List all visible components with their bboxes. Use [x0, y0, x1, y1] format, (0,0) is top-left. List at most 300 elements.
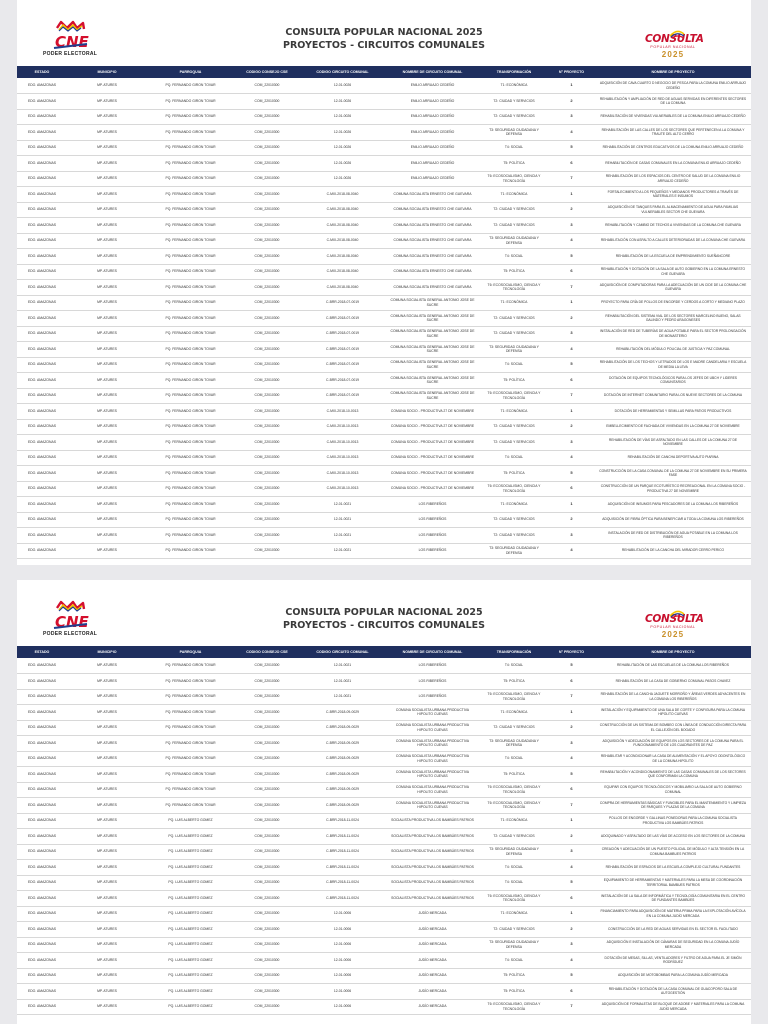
- table-cell: PQ. LUIS ALBERTO GOMEZ: [147, 968, 234, 984]
- table-cell: T6: ECOSOCIALISMO, CIENCIA Y TECNOLOGÍA: [480, 689, 548, 705]
- logo-subtitle: POPULAR NACIONAL: [650, 625, 696, 629]
- table-cell: COM_22010300: [234, 953, 300, 969]
- table-cell: EQUIPAMIENTO DE HERRAMIENTAS Y MATERIALES PARA LA MESA DE COORDINACIÓN TERRITORIAL BAMBUES PATRIOS: [595, 875, 751, 891]
- table-cell: 12-01-0021: [300, 689, 385, 705]
- table-cell: ADQUISICIÓN DE FIBRA ÓPTICA PARA BENEFICIAR A TODA LA COMUNA LOS RIBEREÑOS: [595, 512, 751, 528]
- table-cell: EDO. AMAZONAS: [17, 373, 67, 389]
- table-cell: REHABILITACIÓN DE CENTROS EDUCATIVOS DE LA COMUNA ENILIO ARRUAJO CEDEÑO: [595, 140, 751, 156]
- table-cell: EDO. AMAZONAS: [17, 512, 67, 528]
- table-row: [17, 109, 751, 125]
- table-cell: T3: SEGURIDAD CIUDADANA Y DEFENSA: [480, 125, 548, 141]
- table-cell: COM_22010300: [234, 171, 300, 187]
- table-cell: T2: CIUDAD Y SERVICIOS: [480, 720, 548, 736]
- table-cell: REHABILITACIÓN DE LAS CALLES DE LOS SECTORES QUE PERTENECEN A LA COMUNA Y TRAUTE DEL ALTO CERRO: [595, 125, 751, 141]
- table-cell: COMUNA SOCIALISTA ERNESTO CHE GUEVARA: [385, 233, 480, 249]
- table-cell: COM_22010300: [234, 404, 300, 420]
- table-cell: 4: [548, 543, 595, 559]
- table-cell: MP. ATURES: [67, 187, 147, 203]
- table-cell: COM_22010300: [234, 466, 300, 482]
- table-cell: T3: SEGURIDAD CIUDADANA Y DEFENSA: [480, 736, 548, 752]
- table-cell: COM_22010300: [234, 373, 300, 389]
- table-cell: T2: CIUDAD Y SERVICIOS: [480, 922, 548, 938]
- table-row: [17, 311, 751, 327]
- column-header: PARROQUIA: [147, 66, 234, 78]
- table-cell: 7: [548, 798, 595, 814]
- table-cell: C-MIX-2018-10-0013: [300, 466, 385, 482]
- table-cell: CONSTRUCCIÓN DE UN PARQUE ECOTURÍSTICO RECREACIONAL EN LA COMUNA SOCIO - PRODUCTIVA 27 DE NOVIEMBRE: [595, 481, 751, 497]
- column-header: NOMBRE DE CIRCUITO COMUNAL: [385, 646, 480, 658]
- table-cell: T6: ECOSOCIALISMO, CIENCIA Y TECNOLOGÍA: [480, 388, 548, 404]
- table-cell: EDO. AMAZONAS: [17, 922, 67, 938]
- table-cell: T2: CIUDAD Y SERVICIOS: [480, 829, 548, 845]
- table-cell: COM_22010300: [234, 140, 300, 156]
- table-cell: T3: SEGURIDAD CIUDADANA Y DEFENSA: [480, 342, 548, 358]
- table-cell: T6: ECOSOCIALISMO, CIENCIA Y TECNOLOGÍA: [480, 798, 548, 814]
- table-cell: MP. ATURES: [67, 311, 147, 327]
- logo-year: 2025: [661, 50, 685, 59]
- table-cell: POLLOS DE ENGORDE Y GALLINAS PONEDORAS PARA LA COMUNA SOCIALISTA PRODUCTIVA LOS BAMBÚES PATRIOS: [595, 813, 751, 829]
- logo-subtitle: PODER ELECTORAL: [43, 51, 98, 57]
- table-cell: EDO. AMAZONAS: [17, 984, 67, 1000]
- table-cell: MP. ATURES: [67, 720, 147, 736]
- table-cell: T1: ECONÓMICA: [480, 78, 548, 94]
- table-cell: PQ. LUIS ALBERTO GOMEZ: [147, 860, 234, 876]
- table-cell: 3: [548, 109, 595, 125]
- page-header: [17, 580, 751, 644]
- table-cell: PQ. FERNANDO GIRON TOVAR: [147, 140, 234, 156]
- table-cell: 12-01-0026: [300, 94, 385, 110]
- table-cell: 3: [548, 435, 595, 451]
- table-row: [17, 171, 751, 187]
- table-cell: COMUNA SOCIALISTA ERNESTO CHE GUEVARA: [385, 218, 480, 234]
- table-cell: EDO. AMAZONAS: [17, 829, 67, 845]
- table-row: [17, 689, 751, 705]
- table-cell: COM_22010300: [234, 999, 300, 1015]
- table-cell: MP. ATURES: [67, 249, 147, 265]
- table-cell: MP. ATURES: [67, 233, 147, 249]
- column-header: ESTADO: [17, 646, 67, 658]
- table-cell: 1: [548, 705, 595, 721]
- table-cell: MP. ATURES: [67, 674, 147, 690]
- table-cell: EDO. AMAZONAS: [17, 497, 67, 513]
- table-cell: T4: SOCIAL: [480, 953, 548, 969]
- column-header: PARROQUIA: [147, 646, 234, 658]
- table-row: [17, 736, 751, 752]
- table-cell: PQ. LUIS ALBERTO GOMEZ: [147, 906, 234, 922]
- table-cell: JUDÍO MERCADA: [385, 937, 480, 953]
- column-header: NOMBRE DE CIRCUITO COMUNAL: [385, 66, 480, 78]
- table-cell: EDO. AMAZONAS: [17, 233, 67, 249]
- table-cell: COMUNA SOCIO - PRODUCTIVA 27 DE NOVIEMBRE: [385, 481, 480, 497]
- table-cell: COMUNA SOCIALISTA GENERAL ANTONIO JOSE DE SUCRE: [385, 388, 480, 404]
- table-cell: COMUNA SOCIALISTA GENERAL ANTONIO JOSE DE SUCRE: [385, 342, 480, 358]
- table-cell: 2: [548, 311, 595, 327]
- column-header: CODIGO CIRCUITO COMUNAL: [300, 646, 385, 658]
- page-title: [17, 606, 751, 632]
- table-cell: PQ. FERNANDO GIRON TOVAR: [147, 543, 234, 559]
- table-cell: C-BRR-2018-09-0029: [300, 736, 385, 752]
- table-cell: JUDÍO MERCADA: [385, 953, 480, 969]
- table-cell: PQ. FERNANDO GIRON TOVAR: [147, 512, 234, 528]
- table-row: [17, 528, 751, 544]
- table-cell: C-BRR-2018-09-0029: [300, 782, 385, 798]
- table-cell: MP. ATURES: [67, 109, 147, 125]
- table-cell: PQ. FERNANDO GIRON TOVAR: [147, 171, 234, 187]
- table-cell: COM_22010300: [234, 388, 300, 404]
- table-cell: T5: POLÍTICA: [480, 156, 548, 172]
- table-cell: PROYECTO PARA CRÍA DE POLLOS DE ENGORDE Y CERDOS A CORTO Y MEDIANO PLAZO: [595, 295, 751, 311]
- table-cell: COM_22010300: [234, 767, 300, 783]
- table-cell: COMUNA SOCIALISTA URBANA PRODUCTIVA HIPOLITO CUEVAS: [385, 767, 480, 783]
- table-cell: EDO. AMAZONAS: [17, 202, 67, 218]
- table-cell: COM_22010300: [234, 109, 300, 125]
- table-cell: MP. ATURES: [67, 813, 147, 829]
- table-cell: JUDÍO MERCADA: [385, 906, 480, 922]
- table-cell: 6: [548, 264, 595, 280]
- table-cell: COMUNA SOCIALISTA ERNESTO CHE GUEVARA: [385, 249, 480, 265]
- table-cell: MP. ATURES: [67, 798, 147, 814]
- table-row: [17, 984, 751, 1000]
- table-cell: PQ. FERNANDO GIRON TOVAR: [147, 156, 234, 172]
- table-row: [17, 674, 751, 690]
- table-cell: COM_22010300: [234, 658, 300, 674]
- table-cell: T2: CIUDAD Y SERVICIOS: [480, 435, 548, 451]
- table-cell: C-BRR-2018-11-0024: [300, 860, 385, 876]
- table-cell: T5: POLÍTICA: [480, 767, 548, 783]
- table-cell: 2: [548, 94, 595, 110]
- table-cell: PQ. FERNANDO GIRON TOVAR: [147, 280, 234, 296]
- table-cell: 3: [548, 218, 595, 234]
- table-cell: PQ. FERNANDO GIRON TOVAR: [147, 404, 234, 420]
- table-cell: EDO. AMAZONAS: [17, 140, 67, 156]
- table-cell: COM_22010300: [234, 311, 300, 327]
- table-row: [17, 767, 751, 783]
- table-cell: EDO. AMAZONAS: [17, 388, 67, 404]
- table-cell: T6: ECOSOCIALISMO, CIENCIA Y TECNOLOGÍA: [480, 782, 548, 798]
- table-cell: T4: SOCIAL: [480, 751, 548, 767]
- title-line-2: PROYECTOS - CIRCUITOS COMUNALES: [283, 40, 485, 51]
- table-cell: ADOQUINADO Y ASFALTADO DE LAS VÍAS DE ACCESO EN LOS SECTORES DE LA COMUNA: [595, 829, 751, 845]
- table-cell: 4: [548, 860, 595, 876]
- table-cell: 1: [548, 813, 595, 829]
- table-row: [17, 705, 751, 721]
- table-cell: LOS RIBEREÑOS: [385, 528, 480, 544]
- table-cell: 5: [548, 767, 595, 783]
- table-row: [17, 782, 751, 798]
- table-cell: T4: SOCIAL: [480, 249, 548, 265]
- table-cell: 6: [548, 674, 595, 690]
- table-cell: PQ. FERNANDO GIRON TOVAR: [147, 674, 234, 690]
- table-cell: MP. ATURES: [67, 875, 147, 891]
- table-cell: COM_22010300: [234, 233, 300, 249]
- table-cell: 3: [548, 326, 595, 342]
- table-cell: T5: POLÍTICA: [480, 674, 548, 690]
- table-cell: C-MIX-2018-08-0040: [300, 280, 385, 296]
- table-cell: MP. ATURES: [67, 466, 147, 482]
- table-cell: COMUNA SOCIO - PRODUCTIVA 27 DE NOVIEMBRE: [385, 466, 480, 482]
- column-header: ESTADO: [17, 66, 67, 78]
- table-cell: REHABILITACIÓN DE LAS ESCUELAS DE LA COMUNA LOS RIBEREÑOS: [595, 658, 751, 674]
- table-cell: 2: [548, 512, 595, 528]
- table-cell: EDO. AMAZONAS: [17, 798, 67, 814]
- table-cell: MP. ATURES: [67, 736, 147, 752]
- table-cell: COMUNA SOCIALISTA ERNESTO CHE GUEVARA: [385, 202, 480, 218]
- table-cell: COM_22010300: [234, 782, 300, 798]
- table-cell: COM_22010300: [234, 264, 300, 280]
- table-cell: EDO. AMAZONAS: [17, 813, 67, 829]
- table-cell: JUDÍO MERCADA: [385, 968, 480, 984]
- table-cell: 12-01-0021: [300, 512, 385, 528]
- table-cell: COM_22010300: [234, 875, 300, 891]
- table-cell: PQ. FERNANDO GIRON TOVAR: [147, 658, 234, 674]
- table-cell: EDO. AMAZONAS: [17, 280, 67, 296]
- table-row: [17, 125, 751, 141]
- table-row: [17, 280, 751, 296]
- table-row: [17, 875, 751, 891]
- table-cell: MP. ATURES: [67, 512, 147, 528]
- table-cell: 12-01-0021: [300, 543, 385, 559]
- table-cell: COMUNA SOCIALISTA URBANA PRODUCTIVA HIPOLITO CUEVAS: [385, 705, 480, 721]
- table-cell: COMUNA SOCIALISTA GENERAL ANTONIO JOSE DE SUCRE: [385, 357, 480, 373]
- table-cell: COMUNA SOCIALISTA GENERAL ANTONIO JOSE DE SUCRE: [385, 373, 480, 389]
- flag-stars-icon: [669, 28, 685, 38]
- table-cell: ADQUISICIÓN DE CAVA CUARTO D NEGOCIO DE PESCA PARA LA COMUNA ENILIO ARRUAJO CEDEÑO: [595, 78, 751, 94]
- table-cell: MP. ATURES: [67, 528, 147, 544]
- table-cell: EQUIPAR CON EQUIPOS TECNOLÓGICOS Y MOBILIARIO LA SALA DE AUTO GOBIERNO COMUNAL: [595, 782, 751, 798]
- table-cell: MP. ATURES: [67, 280, 147, 296]
- table-cell: INSTALACIÓN DE RED DE TUBERÍAS DE AGUA POTABLE PARA EL SECTOR PROLONGACIÓN DE MONASTERIO: [595, 326, 751, 342]
- table-cell: PQ. LUIS ALBERTO GOMEZ: [147, 875, 234, 891]
- table-cell: COM_22010300: [234, 674, 300, 690]
- table-cell: 12-01-0006: [300, 953, 385, 969]
- table-row: [17, 187, 751, 203]
- table-cell: C-BRR-2018-07-0019: [300, 295, 385, 311]
- table-row: [17, 342, 751, 358]
- table-cell: PQ. LUIS ALBERTO GOMEZ: [147, 844, 234, 860]
- table-cell: C-MIX-2018-10-0013: [300, 481, 385, 497]
- table-cell: COMUNA SOCIO - PRODUCTIVA 27 DE NOVIEMBRE: [385, 450, 480, 466]
- table-cell: C-BRR-2018-07-0019: [300, 373, 385, 389]
- table-cell: MP. ATURES: [67, 140, 147, 156]
- table-cell: COM_22010300: [234, 295, 300, 311]
- table-cell: 6: [548, 782, 595, 798]
- table-cell: 7: [548, 280, 595, 296]
- table-cell: MP. ATURES: [67, 829, 147, 845]
- table-cell: T4: SOCIAL: [480, 450, 548, 466]
- table-cell: 12-01-0026: [300, 171, 385, 187]
- table-cell: MP. ATURES: [67, 326, 147, 342]
- table-cell: EDO. AMAZONAS: [17, 94, 67, 110]
- table-cell: T4: SOCIAL: [480, 860, 548, 876]
- table-cell: PQ. FERNANDO GIRON TOVAR: [147, 767, 234, 783]
- table-cell: EDO. AMAZONAS: [17, 357, 67, 373]
- table-cell: T1: ECONÓMICA: [480, 906, 548, 922]
- table-cell: PQ. FERNANDO GIRON TOVAR: [147, 125, 234, 141]
- table-cell: REHABILITACIÓN DEL MÓDULO POLICIAL DE JUSTICIA Y PAZ COMUNAL: [595, 342, 751, 358]
- table-cell: C-BRR-2018-09-0029: [300, 767, 385, 783]
- table-cell: C-MIX-2018-08-0040: [300, 202, 385, 218]
- table-cell: LOS RIBEREÑOS: [385, 543, 480, 559]
- table-cell: COM_22010300: [234, 891, 300, 907]
- logo-word: CONSULTA: [645, 33, 704, 45]
- table-cell: JUDÍO MERCADA: [385, 922, 480, 938]
- table-cell: REHABILITACIÓN DE LOS ESPACIOS DEL CENTRO DE SALUD DE LA COMUNA ENILIO ARRUAJO CEDEÑO: [595, 171, 751, 187]
- table-cell: PQ. FERNANDO GIRON TOVAR: [147, 357, 234, 373]
- table-cell: 5: [548, 875, 595, 891]
- table-cell: REHABILITACIÓN DE CANCHA DEPORTIVA AUTO PIARINA: [595, 450, 751, 466]
- table-cell: 5: [548, 658, 595, 674]
- table-cell: PQ. FERNANDO GIRON TOVAR: [147, 373, 234, 389]
- table-cell: COMUNA SOCIO - PRODUCTIVA 27 DE NOVIEMBRE: [385, 435, 480, 451]
- table-cell: MP. ATURES: [67, 751, 147, 767]
- table-cell: 3: [548, 528, 595, 544]
- table-cell: REHABILITACIÓN DE LOS TECHOS Y LETRADOS DE LOS E MADRE CANDELARIA Y ESCUELA DE MEDIA LA LEVA: [595, 357, 751, 373]
- table-cell: COMUNA SOCIALISTA ERNESTO CHE GUEVARA: [385, 280, 480, 296]
- table-cell: MP. ATURES: [67, 999, 147, 1015]
- table-cell: EDO. AMAZONAS: [17, 156, 67, 172]
- table-cell: 4: [548, 125, 595, 141]
- table-cell: MP. ATURES: [67, 373, 147, 389]
- table-cell: PQ. LUIS ALBERTO GOMEZ: [147, 922, 234, 938]
- table-cell: C-BRR-2018-07-0019: [300, 342, 385, 358]
- table-cell: LOS RIBEREÑOS: [385, 689, 480, 705]
- table-cell: EDO. AMAZONAS: [17, 782, 67, 798]
- table-cell: C-BRR-2018-11-0024: [300, 813, 385, 829]
- flag-stars-icon: [669, 608, 685, 618]
- table-cell: COM_22010300: [234, 906, 300, 922]
- table-cell: EDO. AMAZONAS: [17, 342, 67, 358]
- table-cell: SOCIALISTA PRODUCTIVA LOS BAMBÚES PATRIOS: [385, 875, 480, 891]
- table-cell: COMUNA SOCIALISTA URBANA PRODUCTIVA HIPOLITO CUEVAS: [385, 798, 480, 814]
- table-row: [17, 450, 751, 466]
- table-cell: PQ. FERNANDO GIRON TOVAR: [147, 295, 234, 311]
- table-cell: CONSTRUCCIÓN DE LA CASA COMUNAL DE LA COMUNA 27 DE NOVIEMBRE EN SU PRIMERA FASE: [595, 466, 751, 482]
- table-cell: 6: [548, 156, 595, 172]
- table-cell: PQ. LUIS ALBERTO GOMEZ: [147, 891, 234, 907]
- table-cell: MP. ATURES: [67, 844, 147, 860]
- table-cell: COMUNA SOCIO - PRODUCTIVA 27 DE NOVIEMBRE: [385, 404, 480, 420]
- table-cell: PQ. FERNANDO GIRON TOVAR: [147, 202, 234, 218]
- page-header: [17, 0, 751, 64]
- table-cell: REHABILITACIÓN DE VÍAS DE ASFALTADO EN LAS CALLES DE LA COMUNA 27 DE NOVIEMBRE: [595, 435, 751, 451]
- table-cell: EDO. AMAZONAS: [17, 249, 67, 265]
- table-cell: MP. ATURES: [67, 968, 147, 984]
- table-cell: MP. ATURES: [67, 264, 147, 280]
- table-cell: COM_22010300: [234, 94, 300, 110]
- table-cell: 12-01-0006: [300, 922, 385, 938]
- table-cell: T2: CIUDAD Y SERVICIOS: [480, 109, 548, 125]
- table-cell: REHABILITACIÓN Y CAMBIO DE TECHOS A VIVIENDAS DE LA COMUNA CHE GUEVARA: [595, 218, 751, 234]
- table-cell: MP. ATURES: [67, 705, 147, 721]
- column-header: CODIGO CIRCUITO COMUNAL: [300, 66, 385, 78]
- table-cell: COMUNA SOCIO - PRODUCTIVA 27 DE NOVIEMBRE: [385, 419, 480, 435]
- table-cell: PQ. FERNANDO GIRON TOVAR: [147, 218, 234, 234]
- table-row: [17, 419, 751, 435]
- table-cell: EDO. AMAZONAS: [17, 311, 67, 327]
- table-cell: 5: [548, 140, 595, 156]
- title-line-1: CONSULTA POPULAR NACIONAL 2025: [285, 27, 483, 38]
- table-cell: 12-01-0021: [300, 528, 385, 544]
- table-cell: MP. ATURES: [67, 497, 147, 513]
- table-row: [17, 218, 751, 234]
- table-cell: T4: SOCIAL: [480, 357, 548, 373]
- table-cell: EDO. AMAZONAS: [17, 466, 67, 482]
- table-cell: EDO. AMAZONAS: [17, 844, 67, 860]
- table-cell: COMUNA SOCIALISTA URBANA PRODUCTIVA HIPOLITO CUEVAS: [385, 751, 480, 767]
- table-row: [17, 937, 751, 953]
- table-cell: MP. ATURES: [67, 543, 147, 559]
- table-cell: EDO. AMAZONAS: [17, 705, 67, 721]
- column-header: N° PROYECTO: [548, 646, 595, 658]
- table-cell: ADQUISICIÓN DE FORMALETAS DE BLOQUE DE ADOBE Y MATERIALES PARA LA COMUNA JUDÍO MERCADA: [595, 999, 751, 1015]
- table-cell: COM_22010300: [234, 342, 300, 358]
- table-cell: CREACIÓN Y ADECUACIÓN DE UN PUESTO POLICIAL DE MÓDULO Y ALTA TENSIÓN EN LA COMUNA BAMBUES PATRIOS: [595, 844, 751, 860]
- logo-subtitle: POPULAR NACIONAL: [650, 45, 696, 49]
- table-cell: 6: [548, 373, 595, 389]
- table-cell: JUDÍO MERCADA: [385, 999, 480, 1015]
- table-cell: EDO. AMAZONAS: [17, 937, 67, 953]
- document-page-1: [17, 0, 751, 565]
- table-cell: EDO. AMAZONAS: [17, 109, 67, 125]
- table-cell: 4: [548, 233, 595, 249]
- logo-year: 2025: [661, 630, 685, 639]
- table-cell: ADQUISICIÓN DE TANQUES PARA EL ALMACENAMIENTO DE AGUA PARA FAMILIAS VULNERABLES SECTOR CHE GUEVARA: [595, 202, 751, 218]
- table-cell: EDO. AMAZONAS: [17, 326, 67, 342]
- table-cell: COM_22010300: [234, 984, 300, 1000]
- table-header-row: [17, 66, 751, 78]
- table-cell: T6: ECOSOCIALISMO, CIENCIA Y TECNOLOGÍA: [480, 280, 548, 296]
- table-cell: PQ. FERNANDO GIRON TOVAR: [147, 466, 234, 482]
- table-cell: EDO. AMAZONAS: [17, 295, 67, 311]
- table-cell: EDO. AMAZONAS: [17, 736, 67, 752]
- table-cell: MP. ATURES: [67, 171, 147, 187]
- table-cell: COM_22010300: [234, 813, 300, 829]
- table-cell: C-MIX-2018-10-0013: [300, 404, 385, 420]
- table-cell: T6: ECOSOCIALISMO, CIENCIA Y TECNOLOGÍA: [480, 481, 548, 497]
- table-cell: 1: [548, 906, 595, 922]
- table-cell: C-BRR-2018-09-0029: [300, 705, 385, 721]
- title-line-1: CONSULTA POPULAR NACIONAL 2025: [285, 607, 483, 618]
- table-cell: COM_22010300: [234, 326, 300, 342]
- table-cell: PQ. FERNANDO GIRON TOVAR: [147, 233, 234, 249]
- table-cell: ENILIO ARRUAJO CEDEÑO: [385, 156, 480, 172]
- table-cell: PQ. FERNANDO GIRON TOVAR: [147, 78, 234, 94]
- table-cell: T1: ECONÓMICA: [480, 187, 548, 203]
- logo-word: CONSULTA: [645, 613, 704, 625]
- table-row: [17, 829, 751, 845]
- table-row: [17, 78, 751, 94]
- table-cell: PQ. FERNANDO GIRON TOVAR: [147, 311, 234, 327]
- column-header: N° PROYECTO: [548, 66, 595, 78]
- table-cell: MP. ATURES: [67, 937, 147, 953]
- table-cell: EDO. AMAZONAS: [17, 860, 67, 876]
- table-cell: 2: [548, 419, 595, 435]
- table-cell: MP. ATURES: [67, 295, 147, 311]
- table-cell: SOCIALISTA PRODUCTIVA LOS BAMBÚES PATRIOS: [385, 891, 480, 907]
- table-cell: MP. ATURES: [67, 767, 147, 783]
- table-cell: EDO. AMAZONAS: [17, 689, 67, 705]
- table-cell: C-BRR-2018-07-0019: [300, 326, 385, 342]
- table-cell: MP. ATURES: [67, 419, 147, 435]
- table-cell: 1: [548, 187, 595, 203]
- table-row: [17, 295, 751, 311]
- table-cell: 12-01-0006: [300, 906, 385, 922]
- table-cell: ENILIO ARRUAJO CEDEÑO: [385, 94, 480, 110]
- table-cell: EDO. AMAZONAS: [17, 171, 67, 187]
- table-cell: REHABILITACIÓN DE VIVIENDAS VULNERABLES DE LA COMUNA ENILIO ARRUAJO CEDEÑO: [595, 109, 751, 125]
- table-row: [17, 953, 751, 969]
- table-cell: REHABILITACIÓN Y DOTACIÓN DE LA SALA DE AUTO GOBIERNO EN LA COMUNA ERNESTO CHE GUEVARA: [595, 264, 751, 280]
